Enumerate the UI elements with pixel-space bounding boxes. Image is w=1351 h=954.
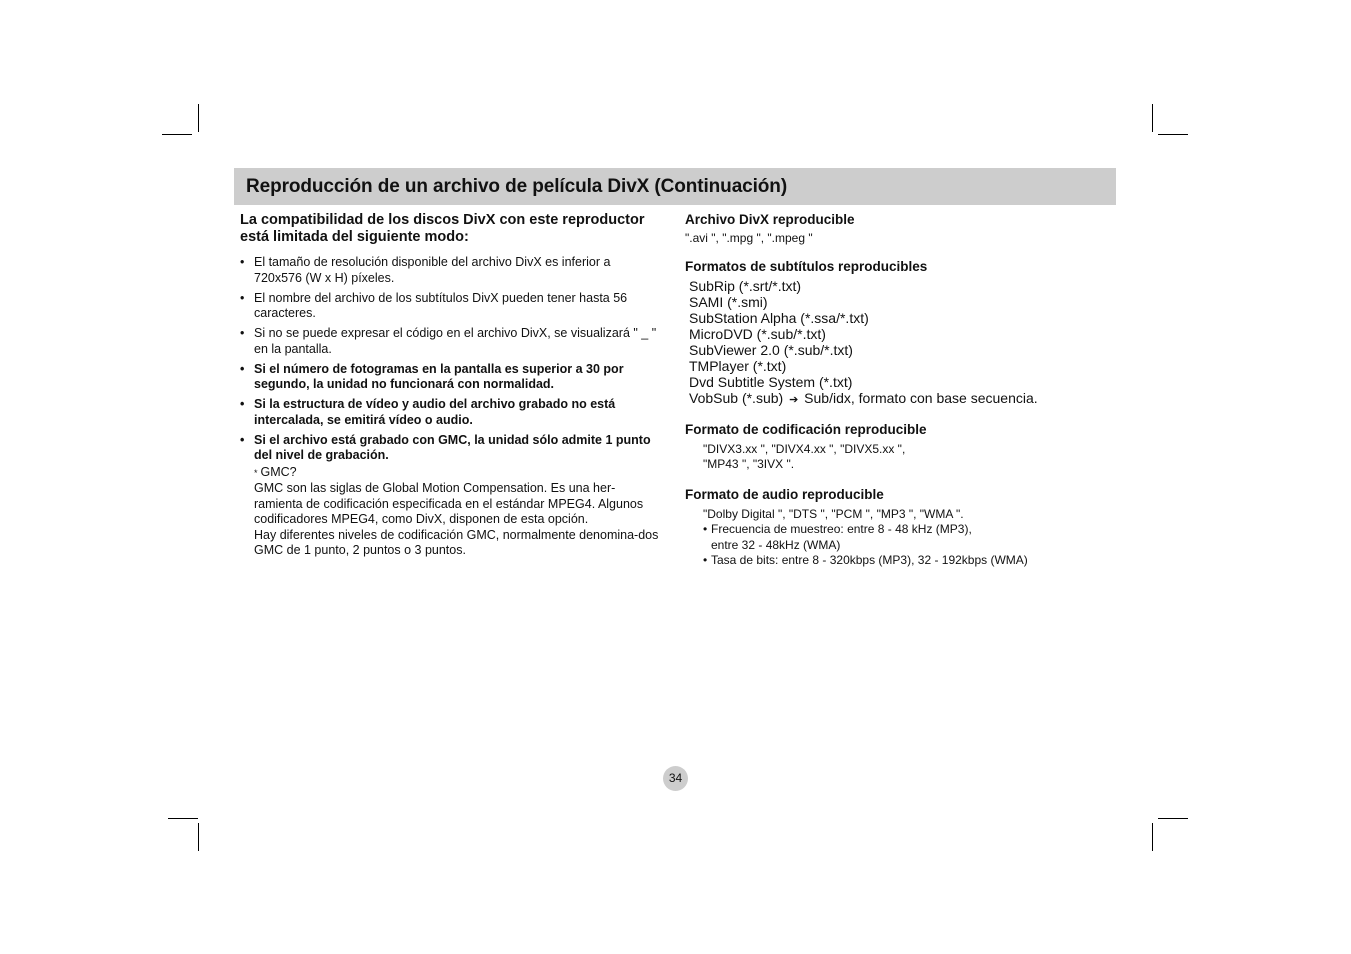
crop-mark [1158,818,1188,819]
crop-mark [162,134,192,135]
section-heading: Formato de codificación reproducible [685,421,927,437]
list-item: SubViewer 2.0 (*.sub/*.txt) [689,341,853,358]
bullet-icon: • [240,361,245,376]
bullet-icon: • [703,553,708,567]
codec-section [685,422,1105,473]
crop-mark [198,823,199,851]
divx-section [685,212,1105,247]
list-item: • Frecuencia de muestreo: entre 8 - 48 kHz (MP3), entre 32 - 48kHz (WMA) [703,522,972,552]
crop-mark [1152,823,1153,851]
intro-text: La compatibilidad de los discos DivX con este reproductor está limitada del siguiente modo: [240,212,645,245]
list-item: • Si la estructura de vídeo y audio del archivo grabado no está intercalada, se emitirá vídeo o audio. [240,397,616,427]
left-column [240,212,660,563]
bullet-icon: • [240,255,245,269]
crop-mark [198,104,199,132]
codec-line: "MP43 ", "3IVX ". [703,457,795,471]
list-item: • Si el número de fotogramas en la pantalla es superior a 30 por segundo, la unidad no funcionará con normalidad. [240,361,624,391]
subtitles-section [685,259,1105,408]
crop-mark [168,818,198,819]
crop-mark [1158,134,1188,135]
list-item: • Tasa de bits: entre 8 - 320kbps (MP3), 32 - 192kbps (WMA) [703,553,1028,567]
list-item: SAMI (*.smi) [689,293,768,310]
audio-formats: "Dolby Digital ", "DTS ", "PCM ", "MP3 ", "WMA ". [703,506,964,521]
codec-line: "DIVX3.xx ", "DIVX4.xx ", "DIVX5.xx ", [703,441,906,456]
section-heading: Formato de audio reproducible [685,486,884,502]
gmc-text: GMC son las siglas de Global Motion Compensation. Es una her-ramienta de codificación especificada en el estándar MPEG4. Algunos codificadores MPEG4, como DivX, disponen de esta opción. [254,481,644,526]
bullet-icon: • [240,432,245,447]
list-item: • Si el archivo está grabado con GMC, la unidad sólo admite 1 punto del nivel de grabación. * GMC? GMC son las siglas de Global Motion Compensation. Es una her-ramienta de codificación especificada en el estándar MPEG4. Algunos codificadores MPEG4, como DivX, disponen de esta opción. Hay diferentes niveles de codificación GMC, normalmente denomina-dos GMC de 1 punto, 2 puntos o 3 puntos. [240,432,659,557]
list-item: VobSub (*.sub) ➔ Sub/idx, formato con base secuencia. [689,389,1038,406]
title-bar [234,168,1116,205]
list-item: TMPlayer (*.txt) [689,357,787,374]
list-item: • Si no se puede expresar el código en el archivo DivX, se visualizará " _ " en la pantalla. [240,326,657,356]
bullet-icon: • [240,326,245,340]
page-number: 34 [663,766,688,791]
gmc-text: Hay diferentes niveles de codificación GMC, normalmente denomina-dos GMC de 1 punto, 2 puntos o 3 puntos. [254,527,659,557]
audio-section [685,487,1105,569]
gmc-note [254,465,660,559]
gmc-question: GMC? [260,464,297,479]
list-item: SubRip (*.srt/*.txt) [689,277,802,294]
list-item: • El nombre del archivo de los subtítulos DivX pueden tener hasta 56 caracteres. [240,290,628,320]
arrow-right-icon: ➔ [789,393,799,406]
subtitle-list [685,278,1105,408]
list-item: Dvd Subtitle System (*.txt) [689,373,853,390]
bullet-icon: • [240,397,245,411]
page-title: Reproducción de un archivo de película DivX (Continuación) [246,176,788,197]
divx-formats: ".avi ", ".mpg ", ".mpeg " [685,231,813,245]
list-item: • El tamaño de resolución disponible del archivo DivX es inferior a 720x576 (W x H) píxeles. [240,255,611,285]
right-column [685,212,1105,579]
asterisk-icon: * [254,467,258,478]
audio-specs-list [685,522,1105,569]
section-heading: Formatos de subtítulos reproducibles [685,258,928,274]
section-heading: Archivo DivX reproducible [685,212,855,227]
list-item: MicroDVD (*.sub/*.txt) [689,325,826,342]
bullet-icon: • [703,522,708,536]
list-item: SubStation Alpha (*.ssa/*.txt) [689,309,869,326]
crop-mark [1152,104,1153,132]
limitations-list [240,255,660,559]
bullet-icon: • [240,290,245,305]
